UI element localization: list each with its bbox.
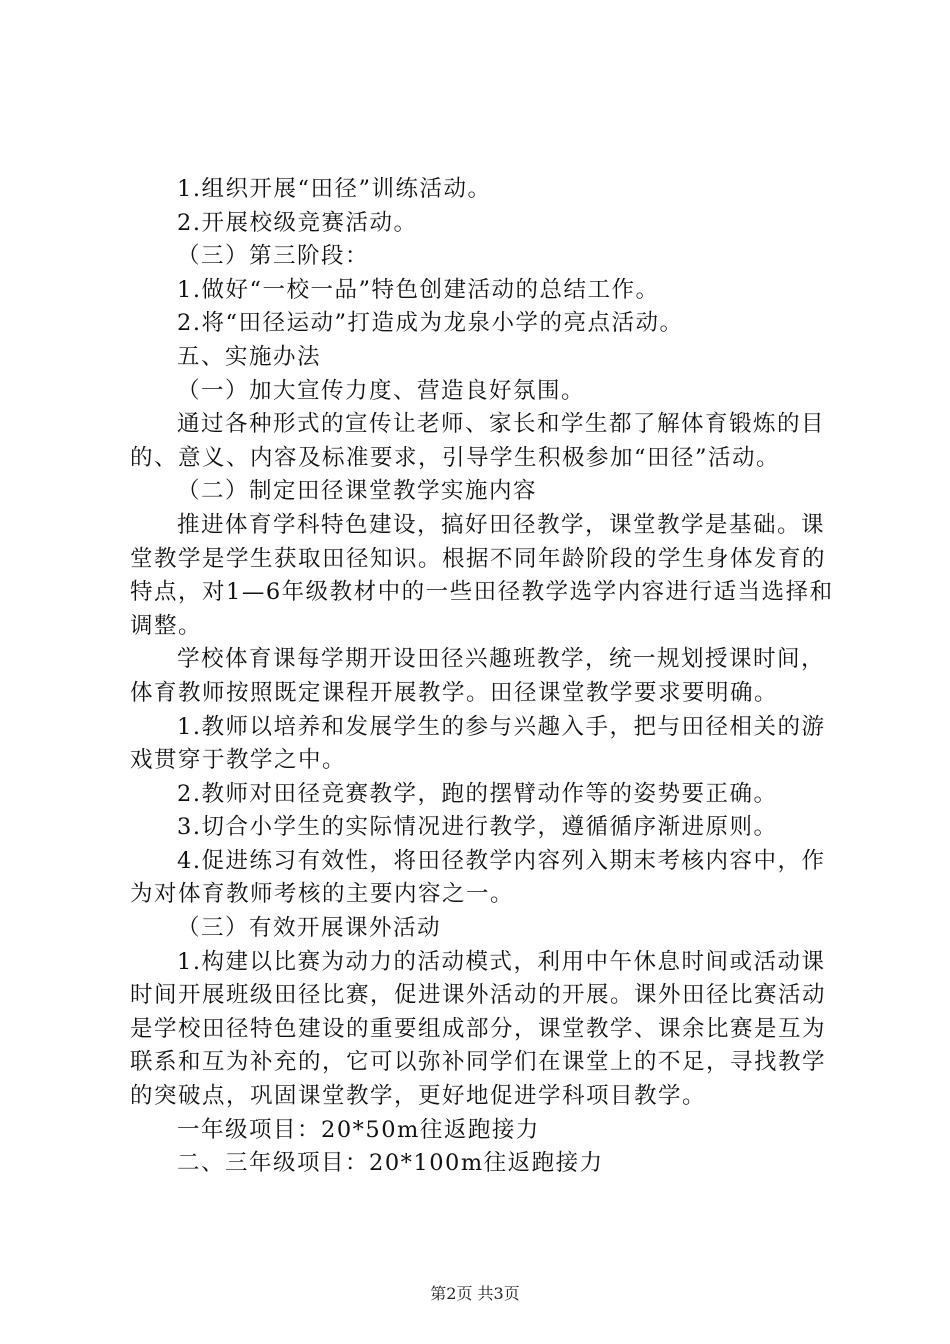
paragraph: 学校体育课每学期开设田径兴趣班教学，统一规划授课时间，体育教师按照既定课程开展教学。田径课堂教学要求要明确。 <box>130 646 826 706</box>
paragraph: 2.教师对田径竞赛教学，跑的摆臂动作等的姿势要正确。 <box>177 780 778 807</box>
page-number-label: 第2页 共3页 <box>430 1284 520 1303</box>
paragraph: （三）有效开展课外活动 <box>177 915 442 942</box>
paragraph: 2.将“田径运动”打造成为龙泉小学的亮点活动。 <box>177 310 684 337</box>
paragraph: 1.构建以比赛为动力的活动模式，利用中午休息时间或活动课时间开展班级田径比赛，促进课外活动的开展。课外田径比赛活动是学校田径特色建设的重要组成部分，课堂教学、课余比赛是互为联系和互为补充的，它可以弥补同学们在课堂上的不足，寻找教学的突破点，巩固课堂教学，更好地促进学科项目教学。 <box>130 948 827 1110</box>
paragraph: 4.促进练习有效性，将田径教学内容列入期末考核内容中，作为对体育教师考核的主要内容之一。 <box>130 847 826 908</box>
paragraph: 一年级项目：20*50m往返跑接力 <box>177 1116 540 1143</box>
paragraph: 推进体育学科特色建设，搞好田径教学，课堂教学是基础。课堂教学是学生获取田径知识。根据不同年龄阶段的学生身体发育的特点，对1—6年级教材中的一些田径教学选学内容进行适当选择和调整。 <box>130 511 834 639</box>
paragraph: 通过各种形式的宣传让老师、家长和学生都了解体育锻炼的目的、意义、内容及标准要求，引导学生积极参加“田径”活动。 <box>130 411 826 471</box>
page-footer <box>0 1284 950 1304</box>
paragraph: 1.教师以培养和发展学生的参与兴趣入手，把与田径相关的游戏贯穿于教学之中。 <box>130 713 826 774</box>
paragraph: 1.组织开展“田径”训练活动。 <box>177 176 492 202</box>
paragraph: 3.切合小学生的实际情况进行教学，遵循循序渐进原则。 <box>177 814 778 841</box>
document-body <box>130 173 838 1181</box>
section-heading: 五、实施办法 <box>177 343 322 370</box>
paragraph: （三）第三阶段： <box>177 243 370 270</box>
paragraph: 1.做好“一校一品”特色创建活动的总结工作。 <box>177 276 660 303</box>
paragraph: 2.开展校级竞赛活动。 <box>177 209 418 236</box>
paragraph: （二）制定田径课堂教学实施内容 <box>177 478 538 505</box>
paragraph: （一）加大宣传力度、营造良好氛围。 <box>177 377 586 404</box>
paragraph: 二、三年级项目：20*100m往返跑接力 <box>177 1150 604 1177</box>
